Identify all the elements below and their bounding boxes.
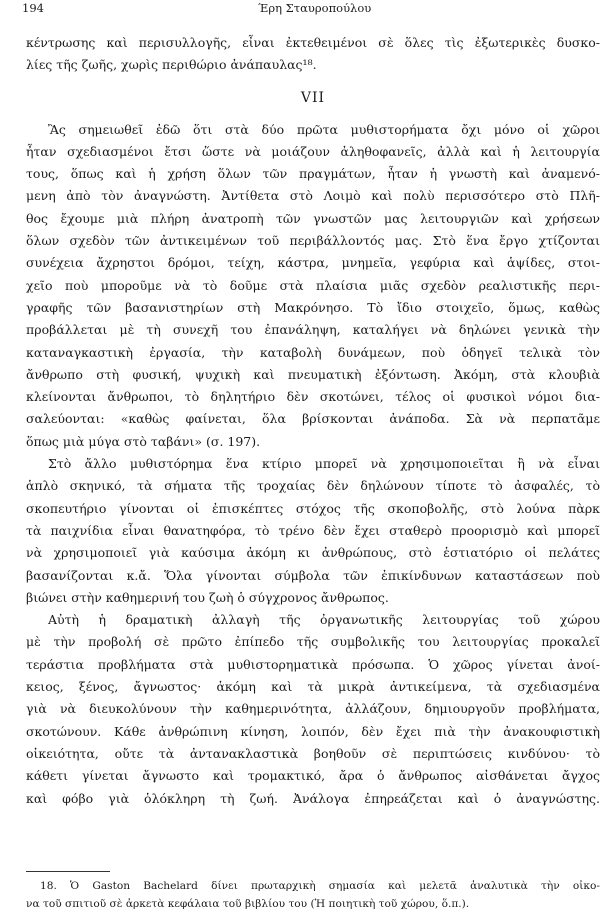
text-line: χεῖο ποὺ μποροῦμε νὰ τὸ δοῦμε στὰ πλαίσια μιᾶς σχεδὸν ρεαλιστικῆς περι- xyxy=(26,277,600,293)
paragraph-2 xyxy=(26,453,600,609)
paragraph-1 xyxy=(26,119,600,453)
text-line: οἰκειότητα, οὔτε τὰ ἀντανακλαστικὰ βοηθοῦν σὲ περιπτώσεις κινδύνου· τὸ xyxy=(26,745,600,761)
text-line: Στὸ ἄλλο μυθιστόρημα ἕνα κτίριο μπορεῖ νὰ χρησιμοποιεῖται ἢ νὰ εἶναι xyxy=(48,456,600,472)
text-line: σκοτώνουν. Κάθε ἀνθρώπινη κίνηση, λοιπόν, δὲν ἔχει πιὰ τὴν ἀνακουφιστικὴ xyxy=(26,723,600,739)
section-heading: VII xyxy=(300,89,326,106)
text-line: ἁπλὸ σκηνικό, τὰ σήματα τῆς τροχαίας δὲν δηλώνουν τίποτε τὸ ἀσφαλές, τὸ xyxy=(26,478,600,494)
text-line: καὶ φόβο γιὰ ὁλόκληρη τὴ ζωή. Ἀνάλογα ἐπηρεάζεται καὶ ὁ ἀναγνώστης. xyxy=(26,790,600,806)
footnote-line: να τοῦ σπιτιοῦ σὲ ἀρκετὰ κεφάλαια τοῦ βιβλίου του (Ἡ ποιητικὴ τοῦ χώρου, ὅ.π.). xyxy=(26,898,470,910)
text-line: Αὐτὴ ἡ δραματικὴ ἀλλαγὴ τῆς ὀργανωτικῆς λειτουργίας τοῦ χώρου xyxy=(48,612,600,628)
text-line: λίες τῆς ζωῆς, χωρὶς περιθώριο ἀνάπαυλας¹⁸. xyxy=(26,57,317,73)
text-line: γραφῆς τῶν βασανιστηρίων στὴ Μακρόνησο. Τὸ ἴδιο στοιχεῖο, ὅμως, καθὼς xyxy=(26,299,600,315)
text-line: συνέχεια ἄχρηστοι δρόμοι, τείχη, κάστρα, μνημεῖα, γεφύρια καὶ ἁψίδες, στοι- xyxy=(26,255,600,271)
text-line: κέντρωσης καὶ περισυλλογῆς, εἶναι ἐκτεθειμένοι σὲ ὅλες τὶς ἐξωτερικὲς δυσκο- xyxy=(26,35,600,50)
text-line: κλείνονται ἄνθρωποι, τὸ δηλητήριο δὲν σκοτώνει, τέλος οἱ φυσικοὶ νόμοι δια- xyxy=(26,389,600,405)
text-line: ἄνθρωπο στὴ φυσική, ψυχικὴ καὶ πνευματικὴ ἐξόντωση. Ἀκόμη, στὰ κλουβιὰ xyxy=(26,366,600,382)
text-line: νὰ χρησιμοποιεῖ γιὰ καύσιμα ἀκόμη κι ἀνθρώπους, στὸ ἑστιατόριο οἱ πελάτες xyxy=(26,545,600,561)
footnote-divider xyxy=(26,871,110,872)
text-line: τὰ παιχνίδια εἶναι θανατηφόρα, τὸ τρένο δὲν ἔχει σταθερὸ προορισμὸ καὶ μπορεῖ xyxy=(26,522,600,538)
intro-paragraph xyxy=(26,32,600,77)
text-line: τεράστια προβλήματα στὰ μυθιστορηματικὰ πρόσωπα. Ὁ χῶρος γίνεται ἀνοί- xyxy=(26,656,600,672)
text-line: Ἂς σημειωθεῖ ἐδῶ ὅτι στὰ δύο πρῶτα μυθιστορήματα ὄχι μόνο οἱ χῶροι xyxy=(48,121,600,137)
text-line: ἦταν σχεδιασμένοι ἔτσι ὥστε νὰ μοιάζουν ἀληθοφανεῖς, ἀλλὰ καὶ ἡ λειτουργία xyxy=(26,143,600,159)
text-line: προβάλλεται μὲ τὴ συνεχῆ του ἐπανάληψη, καταλήγει νὰ δηλώνει γενικὰ τὴν xyxy=(26,322,600,338)
page-number: 194 xyxy=(22,1,44,15)
text-line: σκοπευτήριο γίνονται οἱ ἐπισκέπτες στόχος τῆς σκοποβολῆς, στὸ λούνα πὰρκ xyxy=(26,500,600,516)
footnote-line: 18. Ὁ Gaston Bachelard δίνει πρωταρχικὴ σημασία καὶ μελετᾶ ἀναλυτικὰ τὴν οἰκο- xyxy=(40,880,600,892)
footnotes xyxy=(26,877,600,913)
text-line: σαλεύονται: «καθὼς φαίνεται, ὅλα βρίσκονται ἀνάποδα. Σὰ νὰ περπατᾶμε xyxy=(26,411,600,427)
text-line: βιώνει στὴν καθημερινή του ζωὴ ὁ σύγχρονος ἄνθρωπος. xyxy=(26,589,389,605)
page-body xyxy=(26,32,600,810)
text-line: τους, ὅπως καὶ ἡ χρήση ὅλων τῶν πραγμάτων, ἦταν ἡ γνωστὴ καὶ ἀναμενό- xyxy=(26,166,600,182)
running-head: Έρη Σταυροπούλου xyxy=(258,1,372,15)
running-header xyxy=(0,0,604,16)
text-line: ὅλων σχεδὸν τῶν ἀντικειμένων τοῦ περιβάλλοντός μας. Στὸ ἕνα ἔργο χτίζονται xyxy=(26,233,600,249)
text-line: καταναγκαστικὴ ἐργασία, τὴν καταβολὴ δυνάμεων, ποὺ ὁδηγεῖ τελικὰ τὸν xyxy=(26,344,600,360)
text-line: γιὰ νὰ διευκολύνουν τὴν καθημερινότητα, ἀλλάζουν, δημιουργοῦν προβλήματα, xyxy=(26,701,600,717)
text-line: βασανίζονται κ.ἄ. Ὅλα γίνονται σύμβολα τῶν ἐπικίνδυνων καταστάσεων ποὺ xyxy=(26,567,600,583)
text-line: ὅπως μιὰ μύγα στὸ ταβάνι» (σ. 197). xyxy=(26,433,261,449)
text-line: μὲ τὴν προβολή σὲ πρῶτο ἐπίπεδο τῆς συμβολικῆς του λειτουργίας προκαλεῖ xyxy=(26,634,600,650)
text-line: κειος, ξένος, ἄγνωστος· ἀκόμη καὶ τὰ μικρὰ ἀντικείμενα, τὰ σχεδιασμένα xyxy=(26,679,600,695)
text-line: κάθετι γίνεται ἄγνωστο καὶ τρομακτικό, ἄρα ὁ ἄνθρωπος αἰσθάνεται ἄγχος xyxy=(26,768,600,784)
text-line: μενη ἀπὸ τὸν ἀναγνώστη. Ἀντίθετα στὸ Λοιμὸ καὶ πολὺ περισσότερο στὸ Πλῆ- xyxy=(26,188,600,204)
paragraph-3 xyxy=(26,609,600,810)
text-line: θος ἔχουμε μιὰ πλήρη ἀνατροπὴ τῶν γνωστῶν μας λειτουργιῶν καὶ χρήσεων xyxy=(26,210,600,226)
